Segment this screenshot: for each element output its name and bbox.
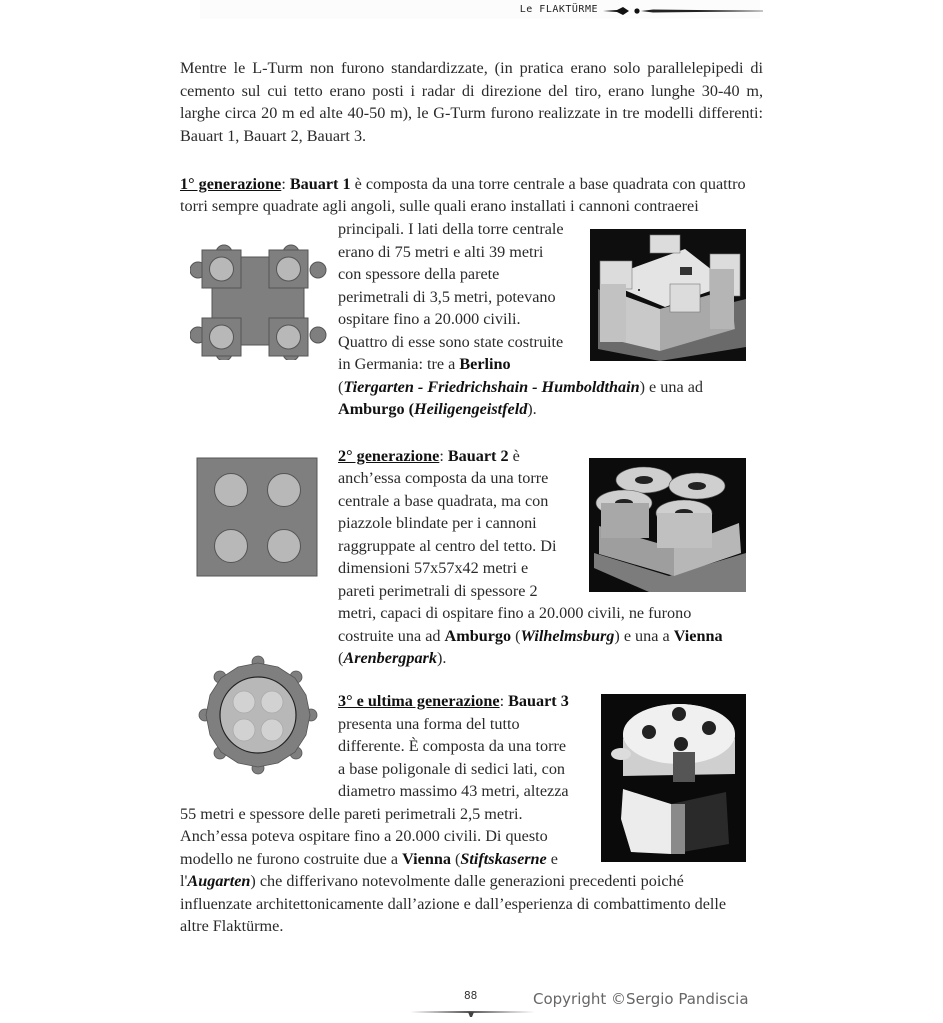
gen1-line-11: [338, 398, 537, 421]
bauart2-model-photo: [589, 458, 746, 592]
gen1-city-berlino: Berlino: [459, 355, 511, 373]
running-title: Le FLAKTÜRME: [519, 4, 598, 15]
gen3-site-augarten: Augarten: [187, 872, 251, 890]
footer-ornament: [410, 1009, 535, 1019]
bauart2-plan-diagram: [196, 457, 318, 577]
page-number: 88: [464, 990, 478, 1002]
gen2-heading: 2° generazione: [338, 447, 440, 465]
gen3-line-9: [180, 870, 684, 893]
gen2-line-3: centrale a base quadrata, ma con: [338, 492, 549, 510]
copyright-notice: Copyright ©Sergio Pandiscia: [533, 990, 749, 1008]
gen3-line-5: diametro massimo 43 metri, altezza: [338, 782, 569, 800]
gen1-line-2: torri sempre quadrate agli angoli, sulle quali erano installati i cannoni contraerei: [180, 197, 699, 215]
gen2-line-7: pareti perimetrali di spessore 2: [338, 582, 538, 600]
bauart3-plan-diagram: [198, 655, 318, 775]
gen2-line-1: 2° generazione: Bauart 2 è: [338, 447, 520, 465]
gen2-line-10: (Arenbergpark).: [338, 649, 447, 667]
gen3-text-8: modello ne furono costruite due a: [180, 850, 403, 868]
gen3-line-8: modello ne furono costruite due a Vienna (Stiftskaserne e: [180, 850, 558, 868]
gen2-line-6: dimensioni 57x57x42 metri e: [338, 559, 529, 577]
gen3-text-9a: l': [180, 872, 188, 890]
gen2-line-4: piazzole blindate per i cannoni: [338, 514, 537, 532]
gen1-sites-berlin: Tiergarten - Friedrichshain - Humboldthain: [343, 378, 640, 396]
bauart3-model-photo: [601, 694, 746, 862]
gen3-city-vienna: Vienna: [402, 850, 451, 868]
gen3-line-1: 3° e ultima generazione: Bauart 3: [338, 692, 569, 710]
gen2-site-arenbergpark: Arenbergpark: [343, 649, 437, 667]
gen1-text-9: in Germania: tre a: [338, 355, 460, 373]
gen3-line-10: influenzate architettonicamente dall’azione e dall’esperienza di combattimento delle: [180, 895, 727, 913]
gen1-line-9: [338, 353, 511, 376]
gen1-text-11: ).: [527, 400, 537, 418]
gen1-line-8: Quattro di esse sono state costruite: [338, 333, 564, 351]
gen1-line-4: erano di 75 metri e alti 39 metri: [338, 243, 544, 261]
gen3-text-8d: e: [546, 850, 558, 868]
header-ornament: [603, 6, 763, 16]
gen1-site-heiligengeistfeld: Heiligengeistfeld: [414, 400, 528, 418]
gen2-model: Bauart 2: [447, 447, 509, 465]
gen1-line-6: perimetrali di 3,5 metri, potevano: [338, 288, 556, 306]
gen2-line-9: costruite una ad Amburgo (Wilhelmsburg) e una a Vienna: [338, 627, 723, 645]
gen3-site-stiftskaserne: Stiftskaserne: [460, 850, 547, 868]
gen1-line-3: principali. I lati della torre centrale: [338, 220, 564, 238]
gen2-line-2: anch’essa composta da una torre: [338, 469, 549, 487]
gen2-city-vienna: Vienna: [673, 627, 723, 645]
gen2-line-5: raggruppate al centro del tetto. Di: [338, 537, 557, 555]
gen1-text: è composta da una torre centrale a base quadrata con quattro: [350, 175, 746, 193]
gen3-line-3: differente. È composta da una torre: [338, 737, 567, 755]
gen1-text-10: ) e una ad: [639, 378, 703, 396]
gen3-line-4: a base poligonale di sedici lati, con: [338, 760, 566, 778]
bauart1-plan-diagram: [190, 240, 330, 360]
gen1-line-10: (Tiergarten - Friedrichshain - Humboldthain) e una ad: [338, 378, 703, 396]
gen2-text-9c: ) e una a: [614, 627, 674, 645]
gen1-line-1: 1° generazione: Bauart 1 è composta da una torre centrale a base quadrata con quattro: [180, 175, 746, 193]
gen3-line-6: 55 metri e spessore delle pareti perimetrali 2,5 metri.: [180, 805, 523, 823]
gen2-city-amburgo: Amburgo: [444, 627, 512, 645]
gen2-text-1: è: [508, 447, 520, 465]
intro-paragraph: Mentre le L-Turm non furono standardizzate, (in pratica erano solo parallelepipedi di cemento sul cui tetto erano posti i radar di direzione del tiro, erano lunghe 30-40 m, larghe circa 20 m ed alte 40-50 m), le G-Turm furono realizzate in tre modelli differenti: Bauart 1, Bauart 2, Bauart 3.: [180, 59, 763, 145]
gen3-line-11: altre Flaktürme.: [180, 917, 284, 935]
gen3-text-9c: ) che differivano notevolmente dalle generazioni precedenti poiché: [250, 872, 684, 890]
gen2-line-8: metri, capaci di ospitare fino a 20.000 civili, ne furono: [338, 604, 692, 622]
bauart1-model-photo: [590, 229, 746, 361]
gen3-line-2: presenta una forma del tutto: [338, 715, 520, 733]
gen2-site-wilhelmsburg: Wilhelmsburg: [520, 627, 615, 645]
gen2-text-9: costruite una ad: [338, 627, 445, 645]
gen1-line-7: ospitare fino a 20.000 civili.: [338, 310, 521, 328]
gen1-line-5: con spessore della parete: [338, 265, 500, 283]
gen3-heading: 3° e ultima generazione: [338, 692, 500, 710]
gen3-line-7: Anch’essa poteva ospitare fino a 20.000 civili. Di questo: [180, 827, 548, 845]
gen1-model: Bauart 1: [289, 175, 351, 193]
gen1-city-amburgo: Amburgo (: [338, 400, 414, 418]
gen1-heading: 1° generazione: [180, 175, 282, 193]
gen2-text-10: ).: [436, 649, 447, 667]
gen3-model: Bauart 3: [508, 692, 569, 710]
